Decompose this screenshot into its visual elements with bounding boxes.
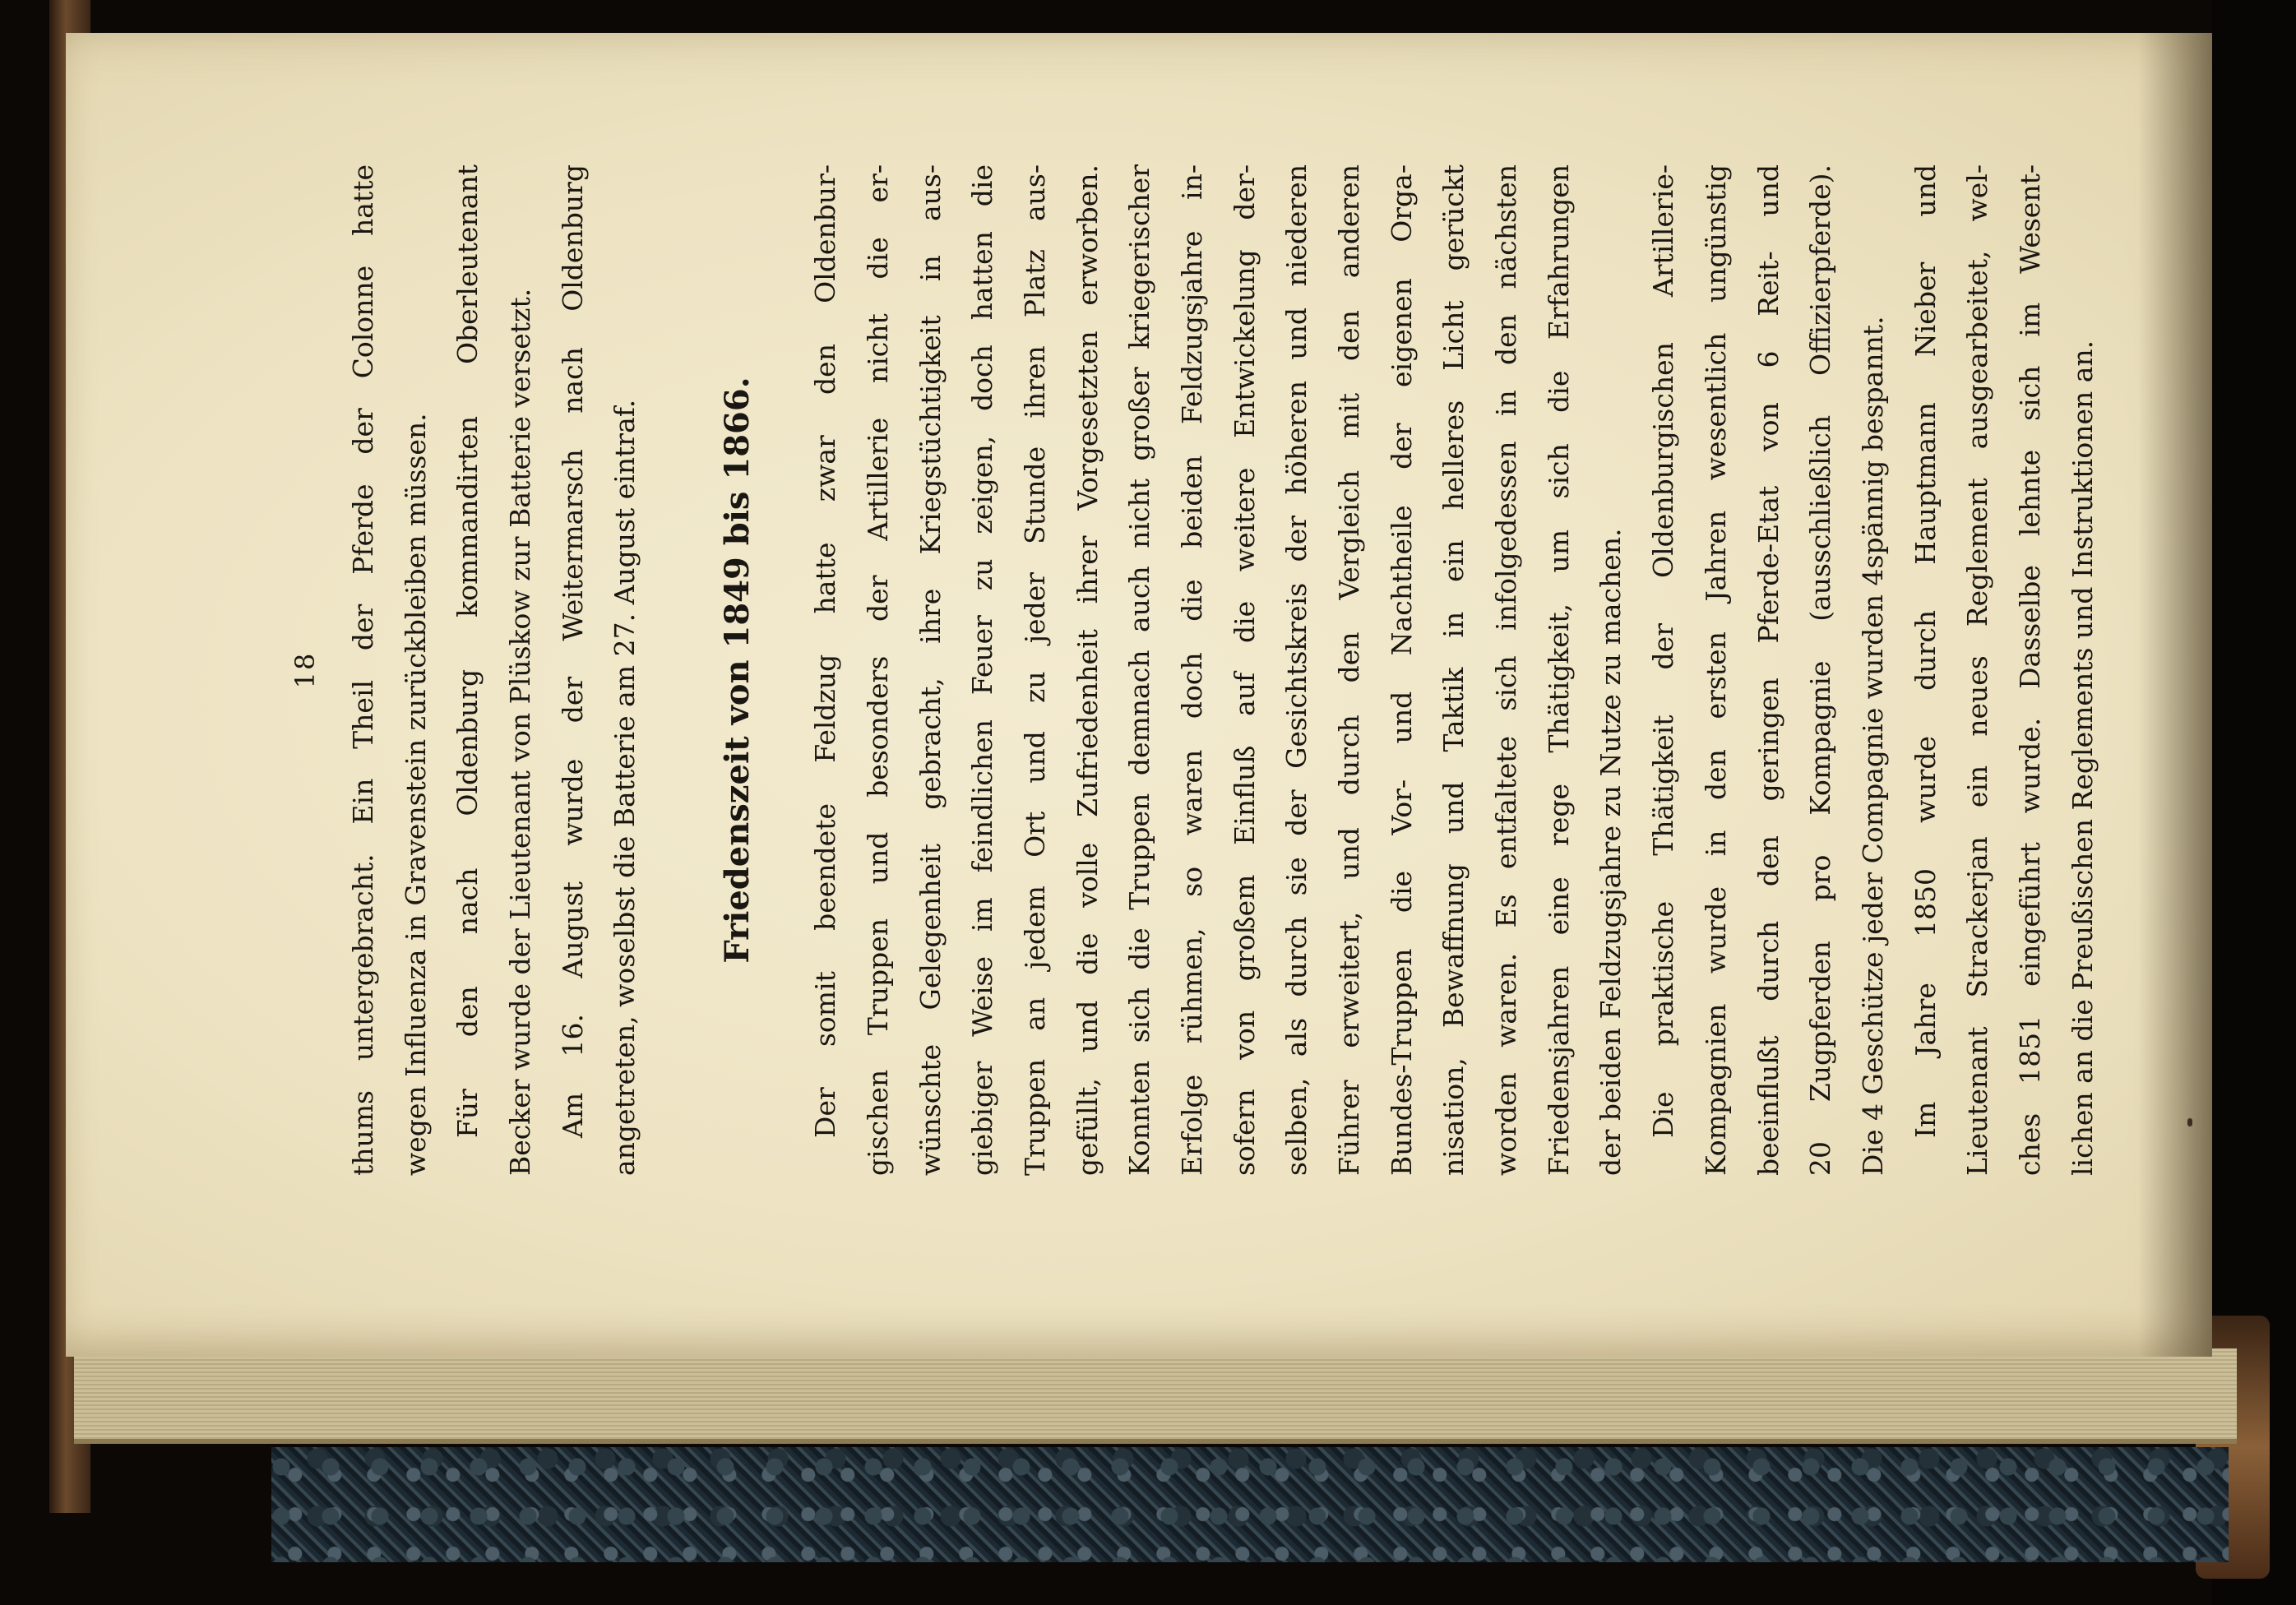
text-line: worden waren. Es entfaltete sich infolgedessen in den nächsten [1490,164,1523,1176]
text-line: giebiger Weise im feindlichen Feuer zu zeigen, doch hatten die [966,164,999,1176]
section-heading: Friedenszeit von 1849 bis 1866. [718,377,757,964]
text-line: selben, als durch sie der Gesichtskreis der höheren und niederen [1280,164,1313,1176]
text-line: Lieutenant Strackerjan ein neues Reglement ausgearbeitet, wel- [1961,164,1994,1176]
text-line: ches 1851 eingeführt wurde. Dasselbe lehnte sich im Wesent- [2013,164,2046,1176]
text-line: lichen an die Preußischen Reglements und Instruktionen an. [2066,340,2099,1176]
text-line: Führer erweitert, und durch den Vergleich mit den anderen [1333,164,1365,1176]
text-line: 20 Zugpferden pro Kompagnie (ausschließlich Offizierpferde). [1804,164,1837,1176]
page-text-block [280,164,2109,1176]
text-line: Die 4 Geschütze jeder Compagnie wurden 4spännig bespannt. [1856,316,1889,1176]
text-line: wünschte Gelegenheit gebracht, ihre Kriegstüchtigkeit in aus- [914,164,947,1176]
text-line: thums untergebracht. Ein Theil der Pferde der Colonne hatte [347,164,379,1176]
text-line: Friedensjahren eine rege Thätigkeit, um sich die Erfahrungen [1542,164,1575,1176]
page-stack-edges [74,1348,2237,1444]
page-number: 18 [289,651,321,689]
text-line: Erfolge rühmen, so waren doch die beiden Feldzugsjahre in- [1175,164,1208,1176]
text-line: Becker wurde der Lieutenant von Plüskow zur Batterie versetzt. [504,288,537,1176]
text-line: Die praktische Thätigkeit der Oldenburgischen Artillerie- [1647,164,1680,1138]
text-line: Bundes-Truppen die Vor- und Nachtheile der eigenen Orga- [1385,164,1418,1176]
text-line: wegen Influenza in Gravenstein zurückbleiben müssen. [399,413,432,1176]
text-line: gischen Truppen und besonders der Artillerie nicht die er- [861,164,894,1176]
paper-speck [2187,1118,2192,1126]
text-line: Für den nach Oldenburg kommandirten Oberleutenant [451,164,484,1138]
text-line: Der somit beendete Feldzug hatte zwar den Oldenbur- [809,164,842,1138]
text-line: der beiden Feldzugsjahre zu Nutze zu machen. [1595,528,1627,1176]
text-line: Kompagnien wurde in den ersten Jahren wesentlich ungünstig [1699,164,1732,1176]
text-line: sofern von großem Einfluß auf die weitere Entwickelung der- [1228,164,1261,1176]
text-line: Truppen an jedem Ort und zu jeder Stunde ihren Platz aus- [1018,164,1051,1176]
text-line: nisation, Bewaffnung und Taktik in ein helleres Licht gerückt [1437,164,1470,1176]
marbled-cover-bottom [271,1447,2229,1562]
text-line: Konnten sich die Truppen demnach auch nicht großer kriegerischer [1123,164,1156,1176]
text-line: Am 16. August wurde der Weitermarsch nach Oldenburg [556,164,589,1138]
page-gutter-shadow [2138,33,2212,1357]
text-line: beeinflußt durch den geringen Pferde-Etat von 6 Reit- und [1752,164,1784,1176]
text-line: gefüllt, und die volle Zufriedenheit ihrer Vorgesetzten erworben. [1071,164,1104,1176]
text-line: Im Jahre 1850 wurde durch Hauptmann Nieber und [1909,164,1942,1138]
text-line: angetreten, woselbst die Batterie am 27. August eintraf. [609,399,641,1176]
